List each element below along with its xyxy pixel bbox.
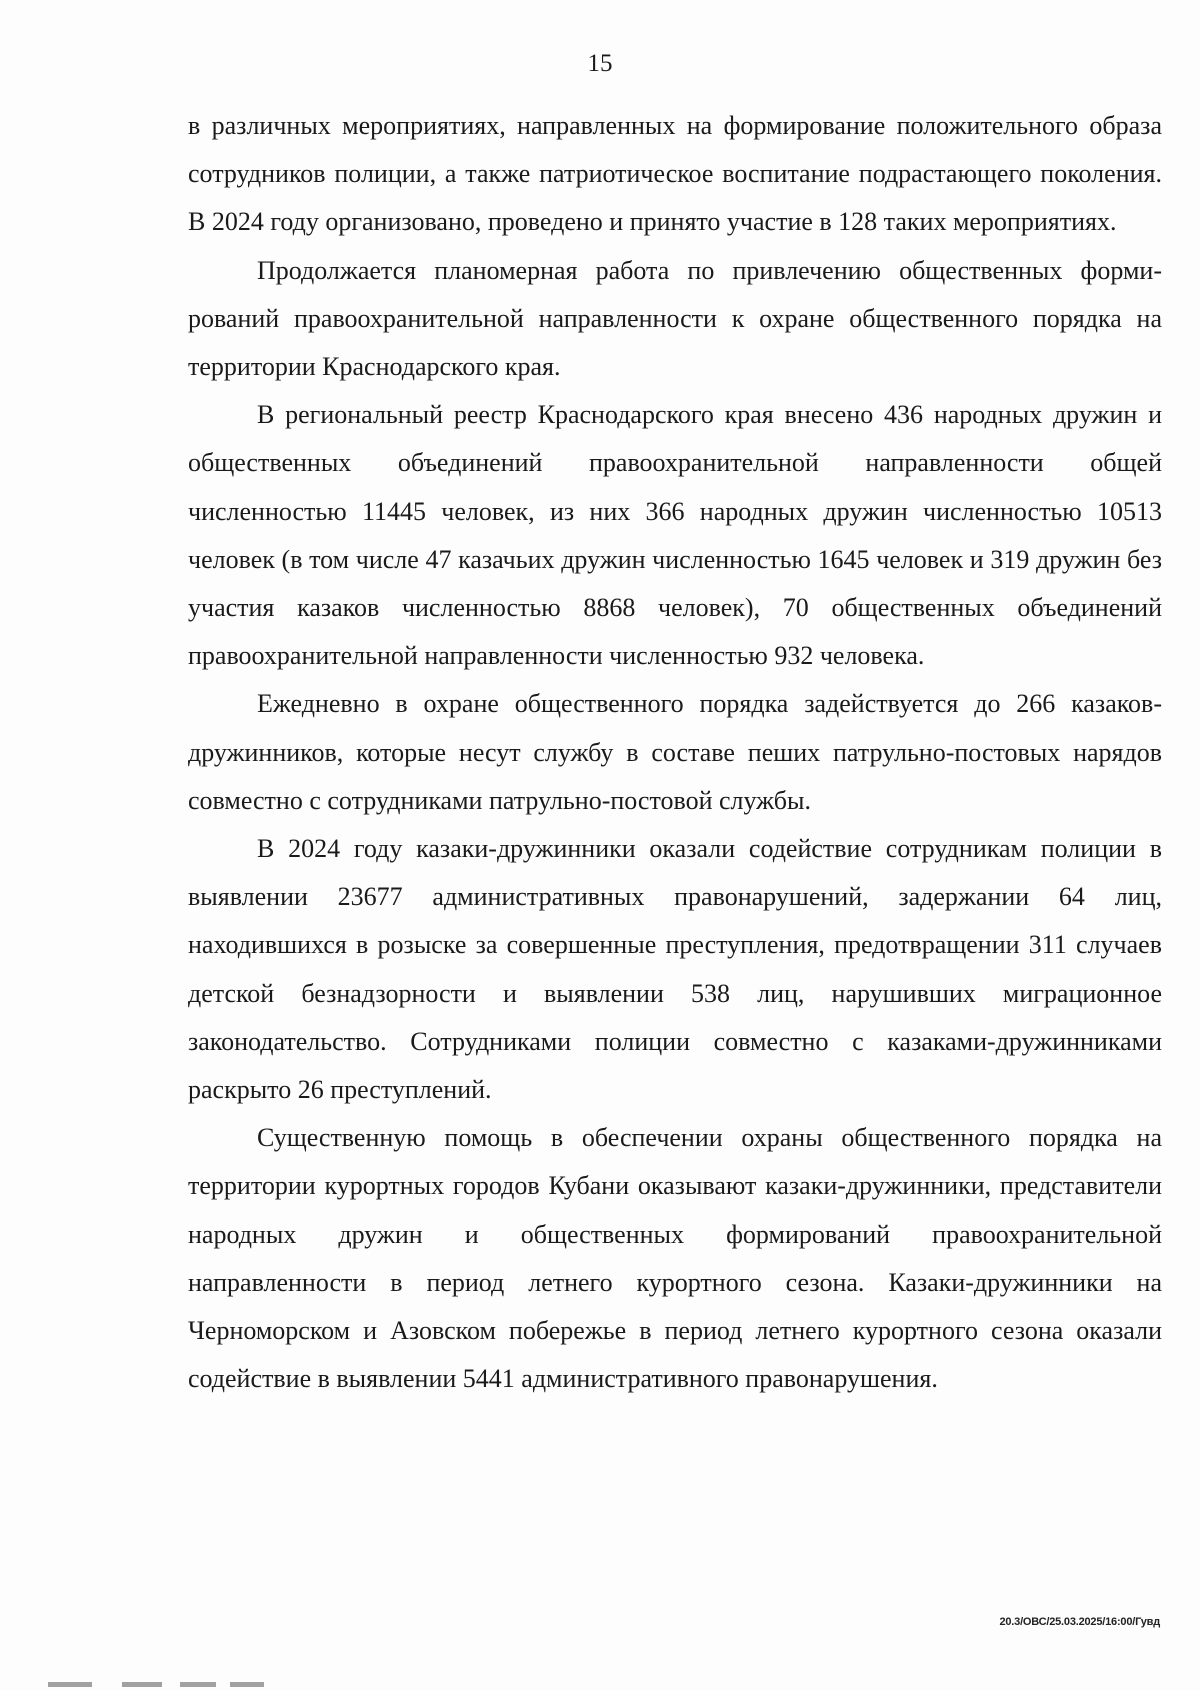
scan-mark [230,1682,264,1687]
document-footer-code: 20.3/ОВС/25.03.2025/16:00/Гувд [999,1616,1160,1628]
paragraph: Существенную помощь в обеспечении охраны общественного порядка на территории курортных городов Кубани оказывают казаки-дружинники, представители народных дружин и общественных формирований правоохранительной направленности в период летнего курортного сезона. Казаки-дружинники на Черноморском и Азовском побережье в период летнего курортного сезона оказали содействие в выявлении 5441 административного правонарушения. [188,1123,1162,1394]
scan-mark [48,1682,92,1687]
document-body [188,102,1162,1403]
paragraph: В 2024 году казаки-дружинники оказали содействие сотрудникам полиции в выявлении 23677 административных правонарушений, задержании 64 лиц, находившихся в розыске за совершенные преступления, предотвращении 311 случаев детской безнадзорности и выявлении 538 лиц, нарушивших миграционное законодательство. Сотрудниками полиции совместно с казаками-дружинниками раскрыто 26 преступлений. [188,834,1162,1105]
page-number: 15 [587,50,613,77]
paragraph: в различных мероприятиях, направленных на формирование положительного образа сотрудников полиции, а также патриотическое воспитание подрастающего поколения. В 2024 году организовано, проведено и принято участие в 128 таких мероприятиях. [188,111,1162,237]
paragraph: В региональный реестр Краснодарского края внесено 436 народных дружин и общественных объединений правоохранительной направленности общей численностью 11445 человек, из них 366 народных дружин численностью 10513 человек (в том числе 47 казачьих дружин численностью 1645 человек и 319 дружин без участия казаков численностью 8868 человек), 70 общественных объединений правоохранительной направленности численностью 932 человека. [188,400,1162,671]
scan-mark [180,1682,216,1687]
paragraph: Продолжается планомерная работа по привлечению общественных формирований правоохранительной направленности к охране общественного порядка на территории Краснодарского края. [188,255,1162,382]
paragraph: Ежедневно в охране общественного порядка задействуется до 266 казаков-дружинников, которые несут службу в составе пеших патрульно-постовых нарядов совместно с сотрудниками патрульно-постовой службы. [188,689,1162,815]
scan-edge-marks [30,1678,290,1691]
scan-mark [122,1682,162,1687]
